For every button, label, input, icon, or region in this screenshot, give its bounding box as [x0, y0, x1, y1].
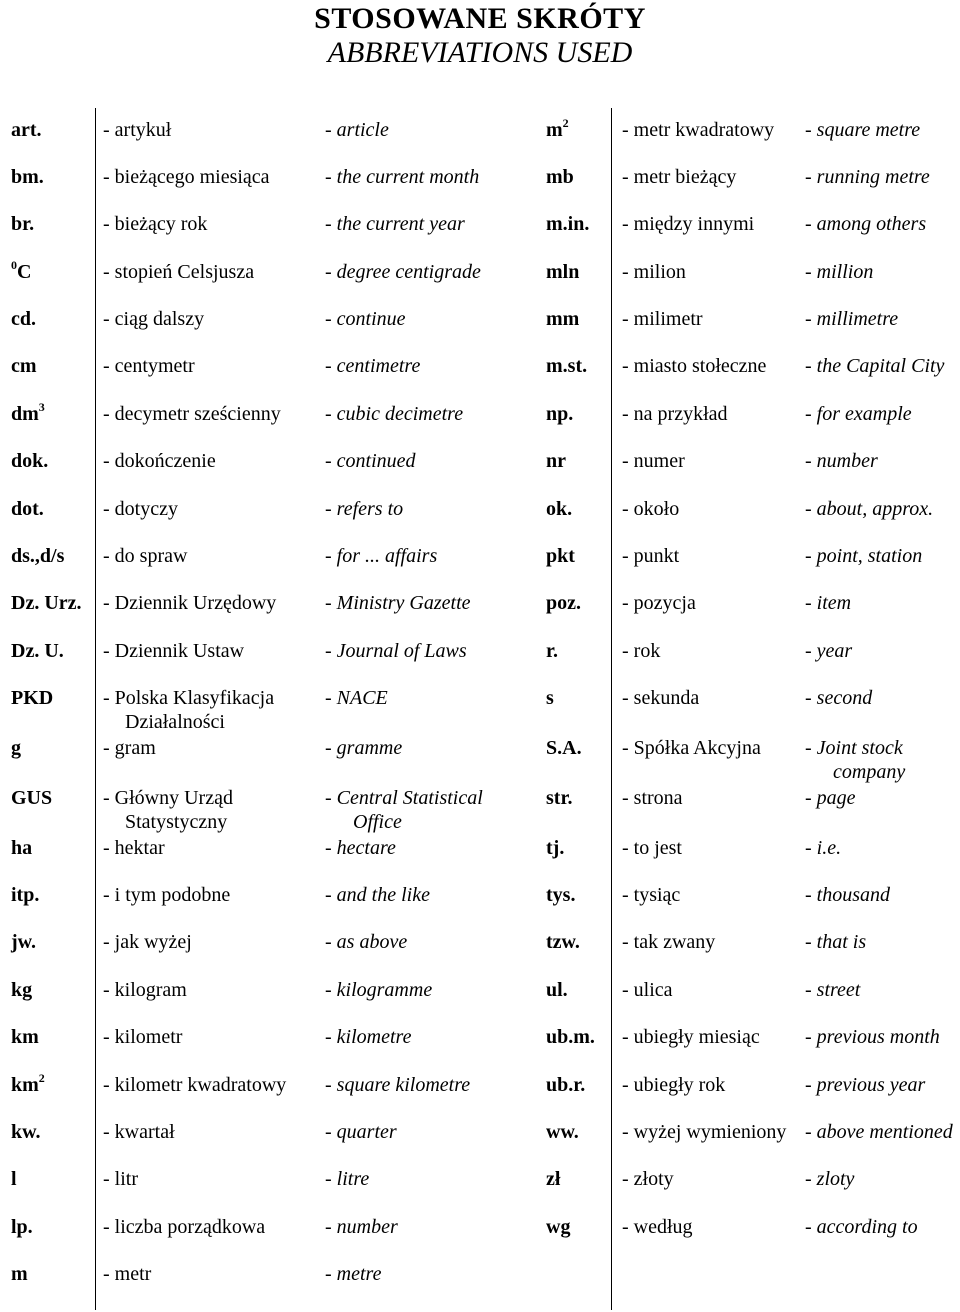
polish-meaning-line: - tak zwany: [622, 931, 716, 953]
polish-meaning-line: - dotyczy: [103, 498, 178, 520]
abbreviation-text: dm: [11, 403, 39, 425]
abbreviation: np.: [546, 403, 574, 425]
polish-meaning-line: - milimetr: [622, 308, 703, 330]
abbreviation: [11, 1073, 45, 1097]
english-meaning-line: - among others: [805, 213, 927, 235]
polish-meaning-line: - kilometr: [103, 1026, 183, 1048]
english-meaning: [805, 836, 841, 860]
abbreviation: PKD: [11, 687, 54, 709]
english-meaning: [325, 836, 396, 860]
abbreviation: r.: [546, 640, 559, 662]
polish-meaning-line: - artykuł: [103, 119, 172, 141]
english-meaning: [805, 307, 898, 331]
polish-meaning: [103, 686, 274, 734]
english-meaning-line: - continue: [325, 308, 406, 330]
polish-meaning-line: - bieżącego miesiąca: [103, 166, 270, 188]
english-meaning-line: - point, station: [805, 545, 923, 567]
polish-meaning-line: - punkt: [622, 545, 680, 567]
polish-meaning-line: - centymetr: [103, 355, 195, 377]
english-meaning-line: - about, approx.: [805, 498, 934, 520]
polish-meaning-line: - milion: [622, 261, 686, 283]
polish-meaning: [622, 591, 696, 615]
english-meaning-line: - above mentioned: [805, 1121, 953, 1143]
abbreviation: mb: [546, 166, 574, 188]
english-meaning: [805, 883, 890, 907]
page-subtitle: ABBREVIATIONS USED: [327, 36, 633, 69]
polish-meaning-line: - gram: [103, 737, 156, 759]
english-meaning-line: - litre: [325, 1168, 370, 1190]
abbreviation-text: m: [546, 119, 563, 141]
polish-meaning-line: - Dziennik Ustaw: [103, 640, 245, 662]
english-meaning-line: - refers to: [325, 498, 404, 520]
polish-meaning-line: - na przykład: [622, 403, 728, 425]
polish-meaning: [622, 497, 679, 521]
polish-meaning-line: - tysiąc: [622, 884, 681, 906]
english-meaning: [325, 449, 416, 473]
polish-meaning-line: - do spraw: [103, 545, 188, 567]
english-meaning: [325, 544, 437, 568]
polish-meaning: [622, 978, 673, 1002]
abbreviation: s: [546, 687, 554, 709]
english-meaning: [805, 544, 922, 568]
polish-meaning-line: - ubiegły rok: [622, 1074, 726, 1096]
polish-meaning-line: - i tym podobne: [103, 884, 231, 906]
english-meaning: [805, 212, 926, 236]
polish-meaning: [103, 930, 192, 954]
polish-meaning: [103, 212, 207, 236]
polish-meaning-line: - miasto stołeczne: [622, 355, 767, 377]
polish-meaning-line: - złoty: [622, 1168, 674, 1190]
english-meaning-line: - for example: [805, 403, 912, 425]
english-meaning: [325, 686, 388, 710]
polish-meaning-line: - pozycja: [622, 592, 696, 614]
abbreviation: g: [11, 737, 21, 759]
polish-meaning: [103, 260, 254, 284]
english-meaning: [805, 591, 851, 615]
english-meaning-line: - square metre: [805, 119, 921, 141]
abbreviation: ok.: [546, 498, 573, 520]
abbreviation: ub.r.: [546, 1074, 586, 1096]
english-meaning-line: - square kilometre: [325, 1074, 471, 1096]
abbreviation-text: C: [17, 261, 32, 283]
english-meaning: [805, 497, 933, 521]
english-meaning-line: - number: [325, 1216, 398, 1238]
english-meaning-line: - metre: [325, 1263, 382, 1285]
polish-meaning: [103, 786, 233, 834]
polish-meaning: [622, 639, 660, 663]
polish-meaning-line: - sekunda: [622, 687, 700, 709]
polish-meaning: [622, 260, 686, 284]
english-meaning: [325, 591, 471, 615]
abbreviation: tzw.: [546, 931, 580, 953]
english-meaning: [805, 1073, 925, 1097]
polish-meaning-line: - liczba porządkowa: [103, 1216, 266, 1238]
polish-meaning: [103, 307, 204, 331]
english-meaning: [805, 260, 873, 284]
polish-meaning: [103, 1120, 175, 1144]
polish-meaning: [103, 1215, 265, 1239]
polish-meaning: [622, 118, 774, 142]
polish-meaning: [103, 354, 195, 378]
polish-meaning: [622, 1167, 674, 1191]
english-meaning-line: - year: [805, 640, 853, 662]
english-meaning: [325, 260, 481, 284]
english-meaning: [325, 497, 403, 521]
abbreviation: dot.: [11, 498, 44, 520]
english-meaning: [325, 1073, 470, 1097]
abbreviation: nr: [546, 450, 566, 472]
english-meaning: [805, 118, 920, 142]
polish-meaning: [622, 736, 761, 760]
polish-meaning-line: - około: [622, 498, 680, 520]
english-meaning: [805, 449, 878, 473]
polish-meaning: [622, 1215, 693, 1239]
english-meaning: [805, 736, 905, 784]
polish-meaning: [103, 736, 156, 760]
abbreviation: kw.: [11, 1121, 41, 1143]
abbreviation: zł: [546, 1168, 561, 1190]
polish-meaning: [622, 883, 680, 907]
polish-meaning: [103, 836, 165, 860]
abbreviation: jw.: [11, 931, 36, 953]
english-meaning-line: - zloty: [805, 1168, 855, 1190]
english-meaning: [325, 1215, 398, 1239]
polish-meaning-line: - ulica: [622, 979, 673, 1001]
english-meaning: [805, 354, 944, 378]
english-meaning-line: - i.e.: [805, 837, 842, 859]
english-meaning: [805, 1120, 953, 1144]
polish-meaning-line: - Dziennik Urzędowy: [103, 592, 277, 614]
english-meaning-line: - gramme: [325, 737, 403, 759]
polish-meaning: [622, 544, 679, 568]
english-meaning-line: - continued: [325, 450, 416, 472]
english-meaning: [325, 978, 432, 1002]
abbreviation: km: [11, 1026, 39, 1048]
english-meaning-line: - for ... affairs: [325, 545, 438, 567]
english-meaning: [805, 1167, 854, 1191]
abbreviation: tj.: [546, 837, 565, 859]
polish-meaning: [103, 118, 171, 142]
polish-meaning-line: - kilogram: [103, 979, 187, 1001]
polish-meaning-line: - według: [622, 1216, 693, 1238]
polish-meaning: [103, 1073, 286, 1097]
polish-meaning-line: - Spółka Akcyjna: [622, 737, 761, 759]
polish-meaning-line: - strona: [622, 787, 683, 809]
abbreviation: wg: [546, 1216, 571, 1238]
abbreviation: bm.: [11, 166, 44, 188]
english-meaning-line: - kilometre: [325, 1026, 412, 1048]
polish-meaning: [103, 883, 230, 907]
english-meaning-line: - second: [805, 687, 873, 709]
english-meaning-line: - article: [325, 119, 389, 141]
english-meaning-line: - quarter: [325, 1121, 397, 1143]
english-meaning: [805, 402, 912, 426]
english-meaning: [325, 1167, 369, 1191]
english-meaning: [805, 165, 930, 189]
superscript: 3: [38, 400, 45, 415]
polish-meaning: [622, 212, 754, 236]
english-meaning-line: - page: [805, 787, 856, 809]
polish-meaning-line: Statystyczny: [125, 811, 228, 833]
english-meaning-line: - Journal of Laws: [325, 640, 467, 662]
polish-meaning-line: - ubiegły miesiąc: [622, 1026, 760, 1048]
english-meaning: [805, 930, 866, 954]
english-meaning-line: - according to: [805, 1216, 918, 1238]
abbreviation: cm: [11, 355, 37, 377]
polish-meaning: [103, 1025, 182, 1049]
abbreviation: m.st.: [546, 355, 588, 377]
english-meaning-line: - number: [805, 450, 878, 472]
english-meaning-line: - thousand: [805, 884, 890, 906]
polish-meaning: [103, 449, 216, 473]
abbreviation: m.in.: [546, 213, 590, 235]
polish-meaning: [622, 1073, 725, 1097]
polish-meaning: [622, 449, 685, 473]
abbreviation: Dz. Urz.: [11, 592, 82, 614]
superscript: 2: [562, 116, 569, 131]
english-meaning-line: - degree centigrade: [325, 261, 481, 283]
english-meaning-line: - that is: [805, 931, 867, 953]
abbreviation: ww.: [546, 1121, 579, 1143]
english-meaning-line: - Central Statistical: [325, 787, 483, 809]
polish-meaning-line: - Polska Klasyfikacja: [103, 687, 275, 709]
english-meaning-line: company: [833, 761, 906, 783]
polish-meaning-line: - bieżący rok: [103, 213, 208, 235]
abbreviation: art.: [11, 119, 42, 141]
abbreviation: m: [11, 1263, 28, 1285]
english-meaning: [325, 212, 465, 236]
polish-meaning-line: - to jest: [622, 837, 682, 859]
polish-meaning: [103, 639, 244, 663]
polish-meaning-line: - kwartał: [103, 1121, 175, 1143]
polish-meaning-line: - rok: [622, 640, 661, 662]
column-divider-left: [95, 108, 96, 1310]
polish-meaning: [622, 686, 699, 710]
english-meaning-line: - running metre: [805, 166, 930, 188]
abbreviation: [546, 118, 569, 142]
abbreviation: str.: [546, 787, 573, 809]
english-meaning: [325, 1025, 411, 1049]
english-meaning-line: - million: [805, 261, 874, 283]
english-meaning-line: - street: [805, 979, 861, 1001]
english-meaning: [325, 930, 407, 954]
polish-meaning-line: - numer: [622, 450, 685, 472]
abbreviation: GUS: [11, 787, 53, 809]
polish-meaning: [622, 402, 728, 426]
abbreviation: itp.: [11, 884, 40, 906]
english-meaning-line: - and the like: [325, 884, 430, 906]
polish-meaning-line: - kilometr kwadratowy: [103, 1074, 287, 1096]
polish-meaning-line: - dokończenie: [103, 450, 216, 472]
english-meaning: [325, 639, 467, 663]
polish-meaning: [622, 1025, 760, 1049]
english-meaning-line: - the Capital City: [805, 355, 945, 377]
english-meaning: [325, 1262, 381, 1286]
polish-meaning: [103, 402, 281, 426]
abbreviation: kg: [11, 979, 33, 1001]
english-meaning-line: - previous year: [805, 1074, 926, 1096]
abbreviation: pkt: [546, 545, 575, 567]
polish-meaning: [103, 165, 270, 189]
abbreviation: poz.: [546, 592, 581, 614]
abbreviation: l: [11, 1168, 17, 1190]
abbreviation: Dz. U.: [11, 640, 64, 662]
abbreviation: ub.m.: [546, 1026, 595, 1048]
abbreviation: [11, 402, 45, 426]
english-meaning: [325, 165, 479, 189]
english-meaning: [325, 118, 389, 142]
abbreviation-text: km: [11, 1074, 39, 1096]
polish-meaning: [622, 786, 683, 810]
english-meaning-line: - Joint stock: [805, 737, 903, 759]
abbreviation: ul.: [546, 979, 568, 1001]
english-meaning: [325, 402, 463, 426]
abbreviation: ds.,d/s: [11, 545, 65, 567]
polish-meaning: [103, 591, 276, 615]
polish-meaning: [622, 836, 682, 860]
polish-meaning: [622, 930, 715, 954]
english-meaning: [325, 736, 402, 760]
english-meaning-line: - millimetre: [805, 308, 899, 330]
abbreviation: dok.: [11, 450, 49, 472]
english-meaning: [805, 1025, 940, 1049]
english-meaning-line: Office: [353, 811, 402, 833]
polish-meaning: [622, 1120, 786, 1144]
english-meaning: [325, 883, 430, 907]
english-meaning-line: - cubic decimetre: [325, 403, 464, 425]
english-meaning-line: - as above: [325, 931, 408, 953]
english-meaning-line: - hectare: [325, 837, 396, 859]
polish-meaning-line: - Główny Urząd: [103, 787, 233, 809]
polish-meaning: [622, 307, 703, 331]
polish-meaning: [103, 544, 187, 568]
abbreviation: mm: [546, 308, 580, 330]
english-meaning: [325, 786, 483, 834]
polish-meaning-line: - metr: [103, 1263, 152, 1285]
english-meaning-line: - the current month: [325, 166, 480, 188]
english-meaning-line: - the current year: [325, 213, 465, 235]
english-meaning: [325, 307, 406, 331]
polish-meaning: [103, 497, 178, 521]
english-meaning: [805, 639, 852, 663]
abbreviation: S.A.: [546, 737, 582, 759]
abbreviation: tys.: [546, 884, 576, 906]
english-meaning-line: - previous month: [805, 1026, 940, 1048]
english-meaning: [325, 354, 420, 378]
english-meaning-line: - kilogramme: [325, 979, 433, 1001]
abbreviation: lp.: [11, 1216, 33, 1238]
column-divider-right: [611, 108, 612, 1310]
superscript: 0: [11, 258, 17, 273]
polish-meaning-line: - stopień Celsjusza: [103, 261, 255, 283]
english-meaning: [805, 786, 856, 810]
english-meaning: [805, 686, 872, 710]
polish-meaning-line: - między innymi: [622, 213, 755, 235]
polish-meaning-line: - jak wyżej: [103, 931, 192, 953]
abbreviation: mln: [546, 261, 580, 283]
page-title: STOSOWANE SKRÓTY: [314, 2, 646, 35]
polish-meaning: [622, 354, 766, 378]
polish-meaning-line: - metr bieżący: [622, 166, 737, 188]
polish-meaning-line: Działalności: [125, 711, 225, 733]
abbreviation: cd.: [11, 308, 36, 330]
abbreviation: ha: [11, 837, 33, 859]
polish-meaning-line: - ciąg dalszy: [103, 308, 205, 330]
abbreviation: [11, 260, 31, 284]
english-meaning-line: - NACE: [325, 687, 388, 709]
polish-meaning: [103, 1262, 151, 1286]
polish-meaning-line: - wyżej wymieniony: [622, 1121, 787, 1143]
polish-meaning-line: - hektar: [103, 837, 165, 859]
polish-meaning-line: - metr kwadratowy: [622, 119, 775, 141]
polish-meaning: [622, 165, 736, 189]
english-meaning: [325, 1120, 397, 1144]
english-meaning-line: - item: [805, 592, 852, 614]
english-meaning-line: - centimetre: [325, 355, 421, 377]
abbreviation: br.: [11, 213, 35, 235]
english-meaning: [805, 978, 860, 1002]
english-meaning: [805, 1215, 918, 1239]
superscript: 2: [38, 1071, 45, 1086]
polish-meaning: [103, 978, 187, 1002]
polish-meaning-line: - litr: [103, 1168, 138, 1190]
english-meaning-line: - Ministry Gazette: [325, 592, 471, 614]
polish-meaning: [103, 1167, 138, 1191]
polish-meaning-line: - decymetr sześcienny: [103, 403, 281, 425]
